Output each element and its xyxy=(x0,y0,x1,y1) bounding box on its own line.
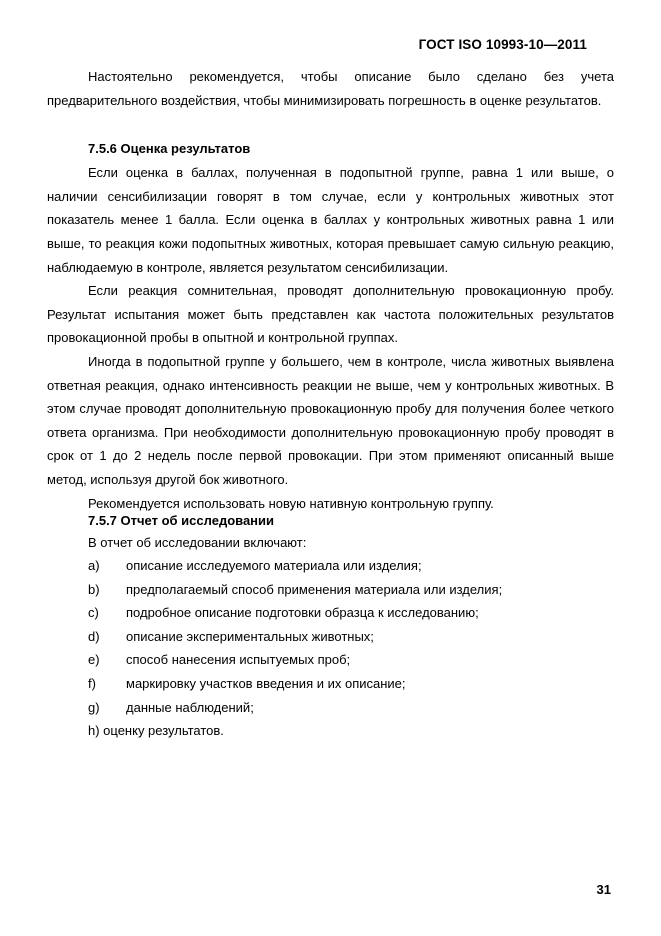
paragraph: Если оценка в баллах, полученная в подопытной группе, равна 1 или выше, о наличии сенсибилизации говорят в том случае, если у контрольных животных этот показатель менее 1 балла. Если оценка в баллах у контрольных животных равна 1 или выше, то реакция кожи подопытных животных, которая превышает самую сильную реакцию, наблюдаемую в контроле, является результатом сенсибилизации. xyxy=(47,165,614,275)
list-marker: a) xyxy=(88,558,100,574)
list-item-text: описание экспериментальных животных; xyxy=(126,628,374,644)
section-lead: В отчет об исследовании включают: xyxy=(88,534,307,550)
list-item xyxy=(47,625,614,649)
list-item-text: подробное описание подготовки образца к исследованию; xyxy=(126,605,479,621)
section-heading-7-5-7: 7.5.7 Отчет об исследовании xyxy=(88,512,275,528)
document-header-standard: ГОСТ ISO 10993-10—2011 xyxy=(418,37,587,52)
list-marker: d) xyxy=(88,628,100,644)
list-marker: c) xyxy=(88,605,99,621)
page-content xyxy=(47,65,614,743)
list-item-text: данные наблюдений; xyxy=(126,699,254,715)
list-marker: f) xyxy=(88,676,96,692)
list-item xyxy=(47,554,614,578)
list-item-text: описание исследуемого материала или изделия; xyxy=(126,558,422,574)
list-item xyxy=(47,696,614,720)
list-item xyxy=(47,601,614,625)
list-marker: g) xyxy=(88,699,100,715)
list-marker: e) xyxy=(88,652,100,668)
paragraph: Если реакция сомнительная, проводят дополнительную провокационную пробу. Результат испытания может быть представлен как частота положительных результатов провокационной пробы в опытной и контрольной группах. xyxy=(47,283,614,346)
page-number: 31 xyxy=(596,882,611,897)
list-item-text: способ нанесения испытуемых проб; xyxy=(126,652,351,668)
paragraph: Рекомендуется использовать новую нативную контрольную группу. xyxy=(88,495,494,511)
intro-paragraph: Настоятельно рекомендуется, чтобы описание было сделано без учета предварительного воздействия, чтобы минимизировать погрешность в оценке результатов. xyxy=(47,69,614,108)
list-item xyxy=(47,648,614,672)
report-items-list xyxy=(47,554,614,719)
list-item xyxy=(47,672,614,696)
list-item-text: предполагаемый способ применения материала или изделия; xyxy=(126,581,503,597)
list-marker: b) xyxy=(88,581,100,597)
section-heading-7-5-6: 7.5.6 Оценка результатов xyxy=(88,141,251,157)
list-item-last: h) оценку результатов. xyxy=(88,723,224,739)
list-item-text: маркировку участков введения и их описание; xyxy=(126,676,406,692)
paragraph: Иногда в подопытной группе у большего, чем в контроле, числа животных выявлена ответная реакция, однако интенсивность реакции не выше, чем у контрольных животных. В этом случае проводят дополнительную провокационную пробу для получения более четкого ответа организма. При необходимости дополнительную провокационную пробу проводят в срок от 1 до 2 недель после первой провокации. При этом применяют описанный выше метод, используя другой бок животного. xyxy=(47,353,614,487)
list-item xyxy=(47,578,614,602)
